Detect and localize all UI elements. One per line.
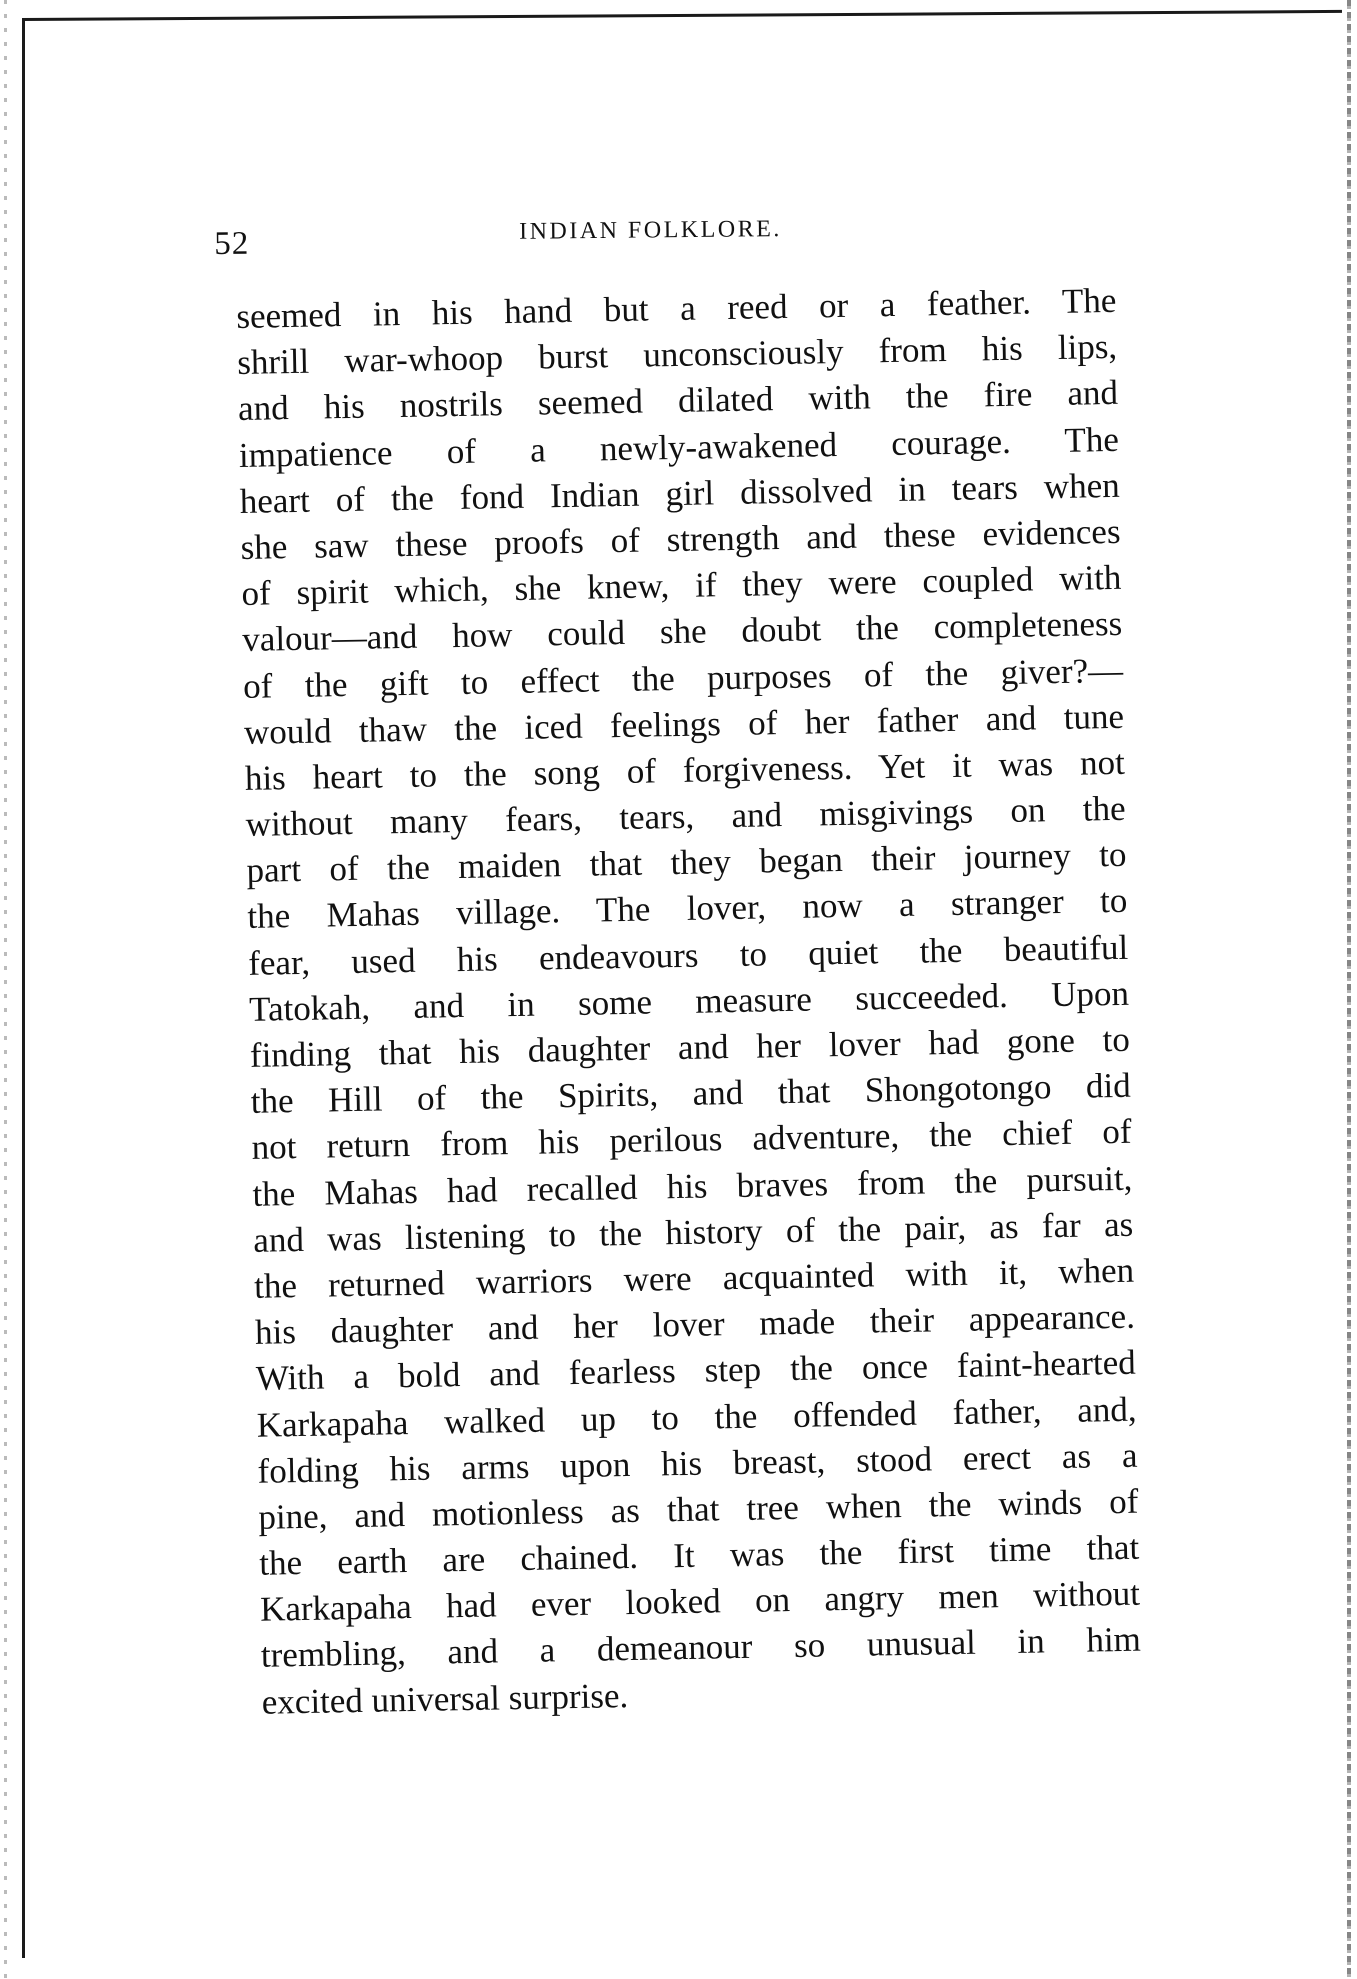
text-line: trembling, and a demeanour so unusual in him (260, 1620, 1142, 1676)
scan-edge-left-outer (4, 0, 7, 1979)
page-header (214, 209, 1074, 268)
text-line: With a bold and fearless step the once faint-hearted (255, 1343, 1137, 1399)
text-line: pine, and motionless as that tree when the winds of (258, 1481, 1139, 1537)
text-line: his heart to the song of forgiveness. Yet it was not (244, 742, 1126, 798)
text-line: of spirit which, she knew, if they were coupled with (241, 557, 1122, 614)
text-line: heart of the fond Indian girl dissolved in tears when (239, 465, 1121, 521)
text-line: shrill war-whoop burst unconsciously from his lips, (236, 327, 1118, 383)
text-line: folding his arms upon his breast, stood erect as a (257, 1435, 1138, 1491)
text-line: the returned warriors were acquainted with it, when (253, 1250, 1135, 1306)
text-line: without many fears, tears, and misgivings on the (245, 788, 1126, 844)
text-line: would thaw the iced feelings of her father and tune (243, 696, 1125, 752)
text-line-last: excited universal surprise. (261, 1675, 629, 1722)
text-line: valour—and how could she doubt the completeness (241, 604, 1123, 660)
text-line: impatience of a newly-awakened courage. The (238, 419, 1120, 475)
text-line: the Mahas village. The lover, now a stranger to (247, 881, 1128, 937)
text-line: Karkapaha had ever looked on angry men without (259, 1573, 1141, 1630)
text-line: she saw these proofs of strength and these evidences (240, 511, 1121, 567)
text-line: the Mahas had recalled his braves from the pursuit, (252, 1158, 1133, 1214)
text-line: and his nostrils seemed dilated with the fire and (237, 373, 1119, 429)
text-line: fear, used his endeavours to quiet the beautiful (247, 927, 1129, 983)
text-line: part of the maiden that they began their journey to (246, 835, 1127, 891)
text-line: finding that his daughter and her lover had gone to (249, 1019, 1131, 1075)
text-line: not return from his perilous adventure, the chief of (251, 1112, 1132, 1168)
page-frame-left (22, 18, 25, 1958)
text-line: seemed in his hand but a reed or a feather. The (236, 280, 1117, 336)
text-line: Tatokah, and in some measure succeeded. Upon (248, 973, 1130, 1029)
text-line: the earth are chained. It was the first time that (258, 1527, 1140, 1583)
scan-edge-right (1347, 0, 1351, 1979)
text-line: Karkapaha walked up to the offended father, and, (256, 1389, 1137, 1445)
text-line: the Hill of the Spirits, and that Shongotongo did (250, 1065, 1132, 1122)
page-number: 52 (214, 225, 250, 262)
text-line: his daughter and her lover made their appearance. (254, 1296, 1136, 1352)
text-line: and was listening to the history of the pair, as far as (252, 1204, 1134, 1260)
text-line: of the gift to effect the purposes of the giver?— (242, 650, 1124, 706)
body-text (236, 278, 1162, 1726)
page-frame-top (22, 10, 1342, 21)
running-title: INDIAN FOLKLORE. (519, 216, 782, 245)
